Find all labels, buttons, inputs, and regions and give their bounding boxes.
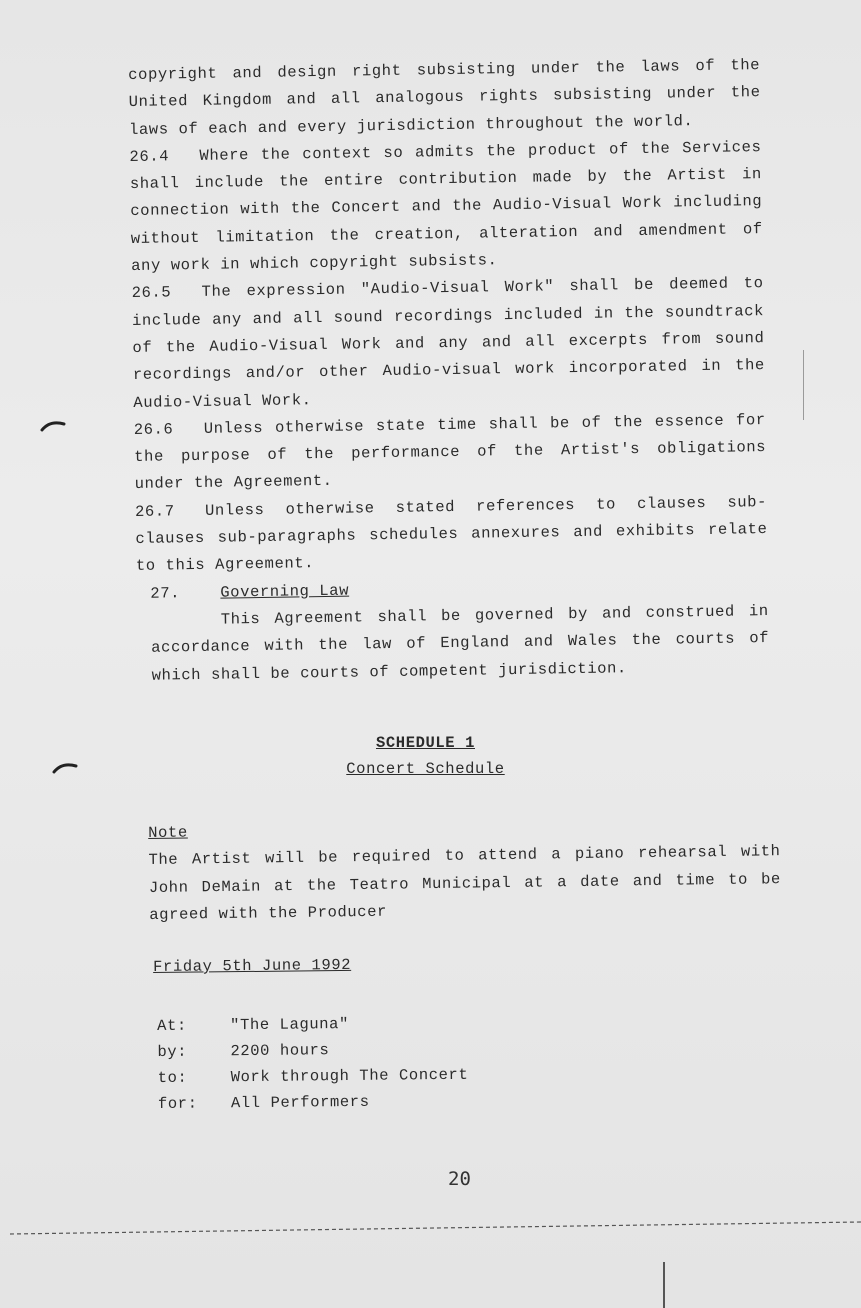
clause-26-4 <box>129 134 763 280</box>
detail-label: by: <box>157 1042 188 1061</box>
clause-text: Where the context so admits the product of the Services shall include the entire contribution made by the Artist in connection with the Concert and the Audio-Visual Work including without limitation the creation, alteration and amendment of any work in which copyright subsists. <box>129 137 763 276</box>
event-date: Friday 5th June 1992 <box>153 955 352 976</box>
clause-text: The expression "Audio-Visual Work" shall be deemed to include any and all sound recordings included in the soundtrack of the Audio-Visual Work and any and all excerpts from sound recordings and/or other Audio-visual work incorporated in the Audio-Visual Work. <box>131 274 765 412</box>
page-number: 20 <box>448 1168 471 1190</box>
detail-row <box>157 1010 468 1039</box>
clause-text: Unless otherwise state time shall be of the essence for the purpose of the performance of the Artist's obligations under the Agreement. <box>134 410 767 494</box>
clause-number: 27. <box>150 583 181 603</box>
clause-26-6 <box>134 407 767 499</box>
punch-mark-icon <box>40 418 66 432</box>
clause-text: Unless otherwise stated references to clauses sub-clauses sub-paragraphs schedules annexures and exhibits relate to this Agreement. <box>135 492 768 576</box>
note-text: The Artist will be required to attend a piano rehearsal with John DeMain at the Teatro Municipal at a date and time to be agreed with the Producer <box>148 842 782 924</box>
detail-row <box>157 1036 468 1065</box>
detail-value: "The Laguna" <box>230 1014 350 1035</box>
detail-value: 2200 hours <box>230 1041 330 1061</box>
scan-artifact-line <box>663 1262 665 1308</box>
detail-label: At: <box>157 1016 187 1035</box>
clauses-section <box>128 52 770 690</box>
clause-number: 26.5 <box>131 283 172 303</box>
detail-label: for: <box>157 1094 198 1113</box>
clause-27-text: This Agreement shall be governed by and construed in accordance with the law of England and Wales the courts of which shall be courts of competent jurisdiction. <box>151 601 770 685</box>
note-label: Note <box>148 823 188 842</box>
event-details <box>157 1010 469 1117</box>
continuation-paragraph: copyright and design right subsisting under the laws of the United Kingdom and all analogous rights subsisting under the laws of each and every jurisdiction throughout the world. <box>128 56 761 139</box>
detail-row <box>158 1088 469 1117</box>
governing-law-heading: Governing Law <box>220 581 350 602</box>
schedule-title: SCHEDULE 1 <box>375 734 475 752</box>
note-section <box>148 811 781 929</box>
clause-26-7 <box>135 489 768 581</box>
schedule-subtitle: Concert Schedule <box>346 760 505 778</box>
clause-number: 26.4 <box>129 147 170 166</box>
clause-number: 26.7 <box>134 502 175 521</box>
detail-value: Work through The Concert <box>230 1065 469 1087</box>
detail-row <box>158 1062 469 1091</box>
detail-label: to: <box>157 1068 188 1087</box>
clause-26-5 <box>131 270 765 416</box>
clause-number: 26.6 <box>133 420 174 439</box>
detail-value: All Performers <box>230 1092 370 1113</box>
schedule-header <box>0 734 856 778</box>
scan-artifact-line <box>803 350 804 420</box>
fold-line <box>10 1218 861 1238</box>
